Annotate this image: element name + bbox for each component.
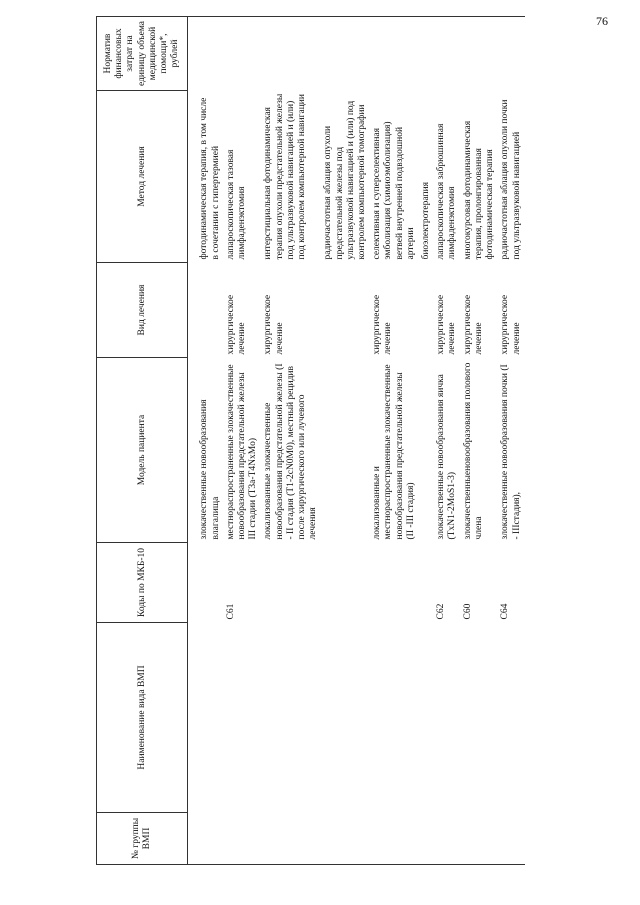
treatment-type-cell bbox=[419, 263, 434, 358]
rotated-table-sheet bbox=[96, 17, 596, 865]
table-row bbox=[419, 17, 434, 865]
icd-cell bbox=[321, 543, 370, 623]
treatment-method-cell: интерстициальная фотодинамическая терапия опухоли предстательной железы под ультразвуковой навигацией и (или) под контролем компьютерной навигации bbox=[263, 93, 308, 260]
patient-model-cell: местнораспространенные злокачественные новообразования предстательной железы III стадии (T3a-T4NxMo) bbox=[225, 364, 259, 540]
treatment-method-cell: радиочастотная аблация опухоли почки под ультразвуковой навигацией bbox=[500, 99, 522, 260]
patient-model-cell: злокачественные новообразования влагалища bbox=[199, 399, 221, 540]
icd-cell: С62 bbox=[436, 603, 447, 620]
icd-cell: С61 bbox=[225, 603, 236, 620]
icd-cell: С60 bbox=[462, 603, 473, 620]
patient-model-cell: локализованные злокачественные новообразования предстательной железы (I - II стадия (T1-2cN0M0), местный рецидив после хирургического или лучевого лечения bbox=[263, 363, 319, 540]
treatment-method-cell: лапароскопическая забрюшинная лимфаденэктомия bbox=[436, 123, 458, 260]
header-treatment-type: Вид лечения bbox=[97, 263, 188, 358]
treatment-type-cell: хирургическое лечение bbox=[372, 294, 394, 355]
treatment-type-cell: хирургическое лечение bbox=[225, 294, 248, 355]
treatment-method-cell: многокурсовая фотодинамическая терапия, пролонгированная фотодинамическая терапия bbox=[462, 120, 496, 260]
treatment-type-cell: хирургическое лечение bbox=[263, 294, 285, 355]
icd-cell: С64 bbox=[500, 603, 511, 620]
table-row bbox=[434, 17, 460, 865]
icd-cell bbox=[197, 543, 223, 623]
header-patient-model: Модель пациента bbox=[97, 358, 188, 543]
patient-model-cell: злокачественныеновообразования полового члена bbox=[462, 362, 484, 540]
header-treatment-method: Метод лечения bbox=[97, 91, 188, 263]
treatment-type-cell bbox=[197, 263, 223, 358]
vmp-table bbox=[96, 16, 525, 865]
treatment-type-cell bbox=[321, 263, 370, 358]
treatment-method-cell: лапароскопическая тазовая лимфаденэктомия bbox=[225, 149, 248, 260]
table-row bbox=[370, 17, 419, 865]
table-row bbox=[224, 17, 262, 865]
patient-model-cell bbox=[419, 358, 434, 543]
patient-model-cell bbox=[321, 358, 370, 543]
treatment-method-cell: биоэлектротерапия bbox=[421, 181, 432, 260]
icd-cell bbox=[419, 543, 434, 623]
page-number: 76 bbox=[596, 14, 608, 28]
icd-cell bbox=[261, 543, 321, 623]
patient-model-cell: локализованные и местнораспространенные злокачественные новообразования предстательной железы (II -III стадия) bbox=[372, 364, 416, 540]
treatment-method-cell: фотодинамическая терапия, в том числе в сочетании с гипертермией bbox=[199, 97, 221, 260]
table-row bbox=[197, 17, 223, 865]
treatment-type-cell: хирургическое лечение bbox=[462, 294, 484, 355]
table-row bbox=[321, 17, 370, 865]
table-row bbox=[498, 17, 524, 865]
treatment-type-cell: хирургическое лечение bbox=[436, 294, 458, 355]
patient-model-cell: злокачественные новообразования яичка (TxN1-2MoS1-3) bbox=[436, 374, 458, 540]
patient-model-cell: злокачественные новообразования почки (I - IIIстадия), bbox=[500, 364, 522, 540]
table-row bbox=[461, 17, 499, 865]
table-header-row bbox=[97, 17, 188, 865]
header-cost-standard: Норматив финансовых затрат на единицу объема медицинской помощи*, рублей bbox=[97, 17, 188, 91]
header-icd-codes: Коды по МКБ-10 bbox=[97, 543, 188, 623]
icd-cell bbox=[370, 543, 419, 623]
treatment-method-cell: радиочастотная аблация опухоли предстательной железы под ультразвуковой навигацией и (или) под контролем компьютерной томографии bbox=[323, 100, 368, 260]
table-row bbox=[261, 17, 321, 865]
header-vmp-name: Наименование вида ВМП bbox=[97, 623, 188, 813]
treatment-method-cell: селективная и суперселективная эмболизация (химиоэмболизация) ветвей внутренней подвздошной артерии bbox=[372, 121, 416, 260]
treatment-type-cell: хирургическое лечение bbox=[500, 294, 522, 355]
header-group-no: № группы ВМП bbox=[97, 813, 188, 865]
